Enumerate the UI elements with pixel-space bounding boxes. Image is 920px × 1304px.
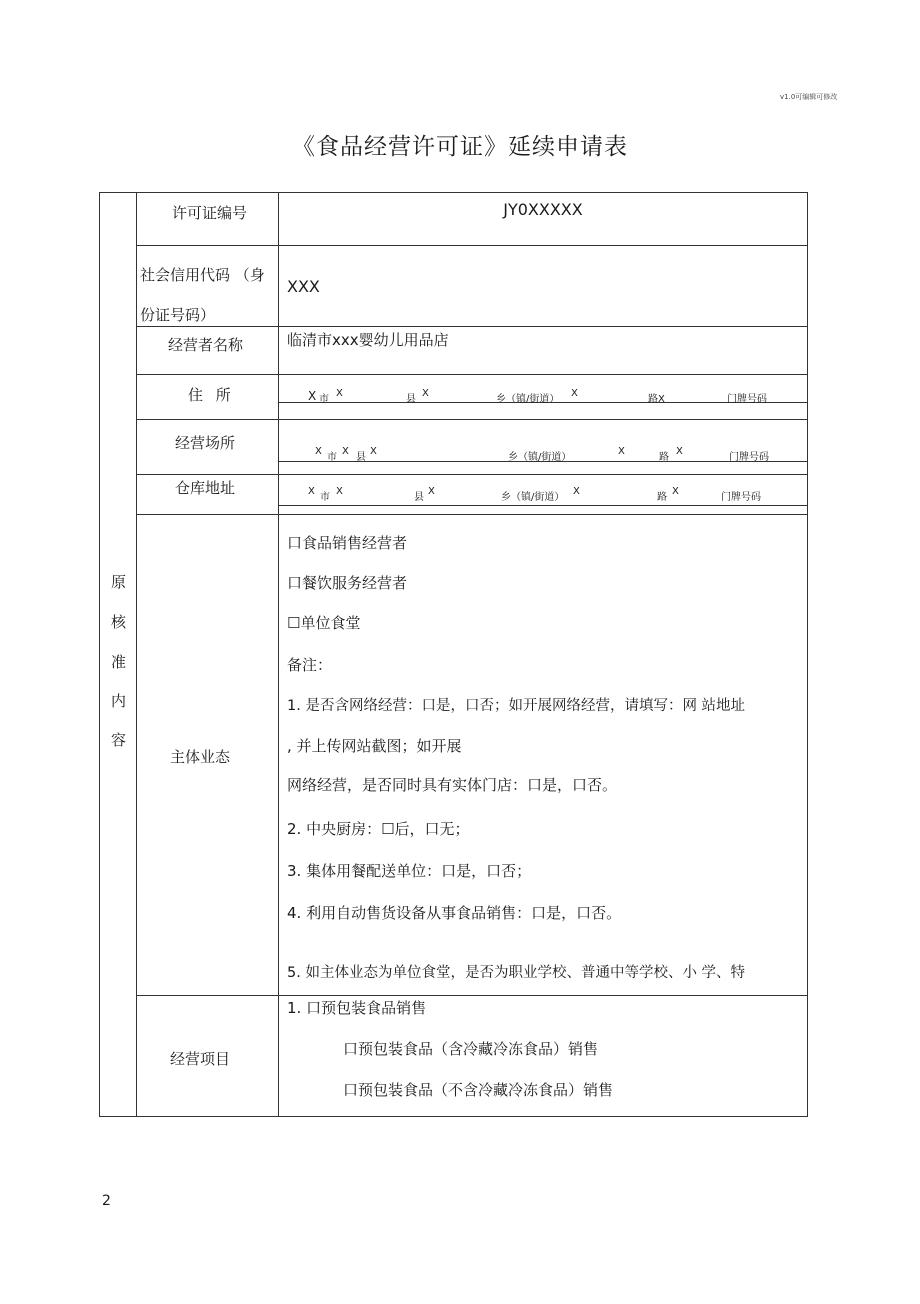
warehouse-label: 仓库地址 <box>175 479 236 497</box>
address-part: 门牌号码 <box>729 452 769 463</box>
option-food-sales[interactable]: 口食品销售经营者 <box>287 534 408 552</box>
table-divider-label <box>278 192 279 1117</box>
address-part: X <box>336 388 343 399</box>
address-part: 路 <box>659 452 669 463</box>
item-prepackaged-food[interactable]: 1. 口预包装食品销售 <box>287 999 427 1017</box>
address-part: 县 <box>356 452 366 463</box>
business-items-label: 经营项目 <box>170 1050 231 1068</box>
address-part: 市 <box>319 394 329 405</box>
row-divider <box>136 419 808 420</box>
section-label-char: 原 <box>110 573 126 591</box>
section-label-char: 准 <box>110 653 126 671</box>
credit-code-value: XXX <box>287 277 320 296</box>
section-label-char: 内 <box>110 692 126 710</box>
credit-code-label-line1: 社会信用代码 （身 <box>140 266 265 284</box>
remark-item-2: 2. 中央厨房：☐后，口无； <box>287 820 470 838</box>
address-part: 乡（镇/街道） <box>496 394 560 405</box>
row-divider <box>136 514 808 515</box>
operator-name-label: 经营者名称 <box>168 336 244 354</box>
row-divider <box>136 374 808 375</box>
license-number-label: 许可证编号 <box>172 204 248 222</box>
page-number: 2 <box>102 1193 111 1209</box>
business-place-label: 经营场所 <box>175 434 236 452</box>
option-canteen[interactable]: ☐单位食堂 <box>287 614 361 632</box>
address-part: X <box>618 446 625 457</box>
remark-item-4: 4. 利用自动售货设备从事食品销售：口是，口否。 <box>287 904 622 922</box>
item-prepackaged-with-cold[interactable]: 口预包装食品（含冷藏冷冻食品）销售 <box>343 1040 599 1058</box>
remark-heading: 备注： <box>287 656 333 674</box>
address-part: 路 <box>657 492 667 503</box>
operator-name-value: 临清市xxx婴幼儿用品店 <box>287 331 449 349</box>
value-subline <box>278 505 808 506</box>
address-part: 乡（镇/街道） <box>508 452 572 463</box>
version-note: v1.0可编辑可修改 <box>780 93 838 101</box>
address-part: X <box>336 486 343 497</box>
address-part: 县 <box>414 492 424 503</box>
address-part: X <box>676 446 683 457</box>
row-divider <box>136 995 808 996</box>
address-part: X <box>672 486 679 497</box>
row-divider <box>136 245 808 246</box>
address-part: 门牌号码 <box>721 492 761 503</box>
address-part: 路X <box>648 394 665 405</box>
table-border-right <box>807 192 808 1117</box>
address-part: X <box>370 446 377 457</box>
residence-label: 住 所 <box>188 386 235 404</box>
remark-item-5: 5. 如主体业态为单位食堂，是否为职业学校、普通中等学校、小 学、特 <box>287 965 746 981</box>
remark-item-1-cont: , 并上传网站截图；如开展 <box>287 737 462 755</box>
address-part: X <box>573 486 580 497</box>
address-part: 门牌号码 <box>727 394 767 405</box>
remark-item-1: 1. 是否含网络经营：口是，口否；如开展网络经营，请填写：网 站地址 <box>287 698 746 714</box>
address-part: X <box>315 446 322 457</box>
license-number-value: JY0XXXXX <box>503 200 583 219</box>
remark-item-1-cont2: 网络经营，是否同时具有实体门店：口是，口否。 <box>287 776 618 794</box>
row-divider <box>136 326 808 327</box>
address-part: X <box>308 486 315 497</box>
address-part: 乡（镇/街道） <box>501 492 565 503</box>
item-prepackaged-without-cold[interactable]: 口预包装食品（不含冷藏冷冻食品）销售 <box>343 1081 614 1099</box>
section-label-char: 核 <box>110 613 126 631</box>
table-border-bottom <box>99 1116 808 1117</box>
address-part: 市 <box>320 492 330 503</box>
address-part: X <box>428 486 435 497</box>
address-part: 县 <box>406 394 416 405</box>
section-label-char: 容 <box>110 731 126 749</box>
remark-item-3: 3. 集体用餐配送单位：口是，口否； <box>287 862 532 880</box>
business-form-label: 主体业态 <box>170 748 231 766</box>
address-part: X <box>342 446 349 457</box>
address-part: X <box>308 389 317 403</box>
address-part: 市 <box>327 452 337 463</box>
credit-code-label-line2: 份证号码） <box>140 306 216 324</box>
table-border-top <box>99 192 808 193</box>
page-title: 《食品经营许可证》延续申请表 <box>292 134 628 160</box>
address-part: X <box>571 388 578 399</box>
address-part: X <box>422 388 429 399</box>
option-catering[interactable]: 口餐饮服务经营者 <box>287 574 408 592</box>
row-divider <box>136 474 808 475</box>
